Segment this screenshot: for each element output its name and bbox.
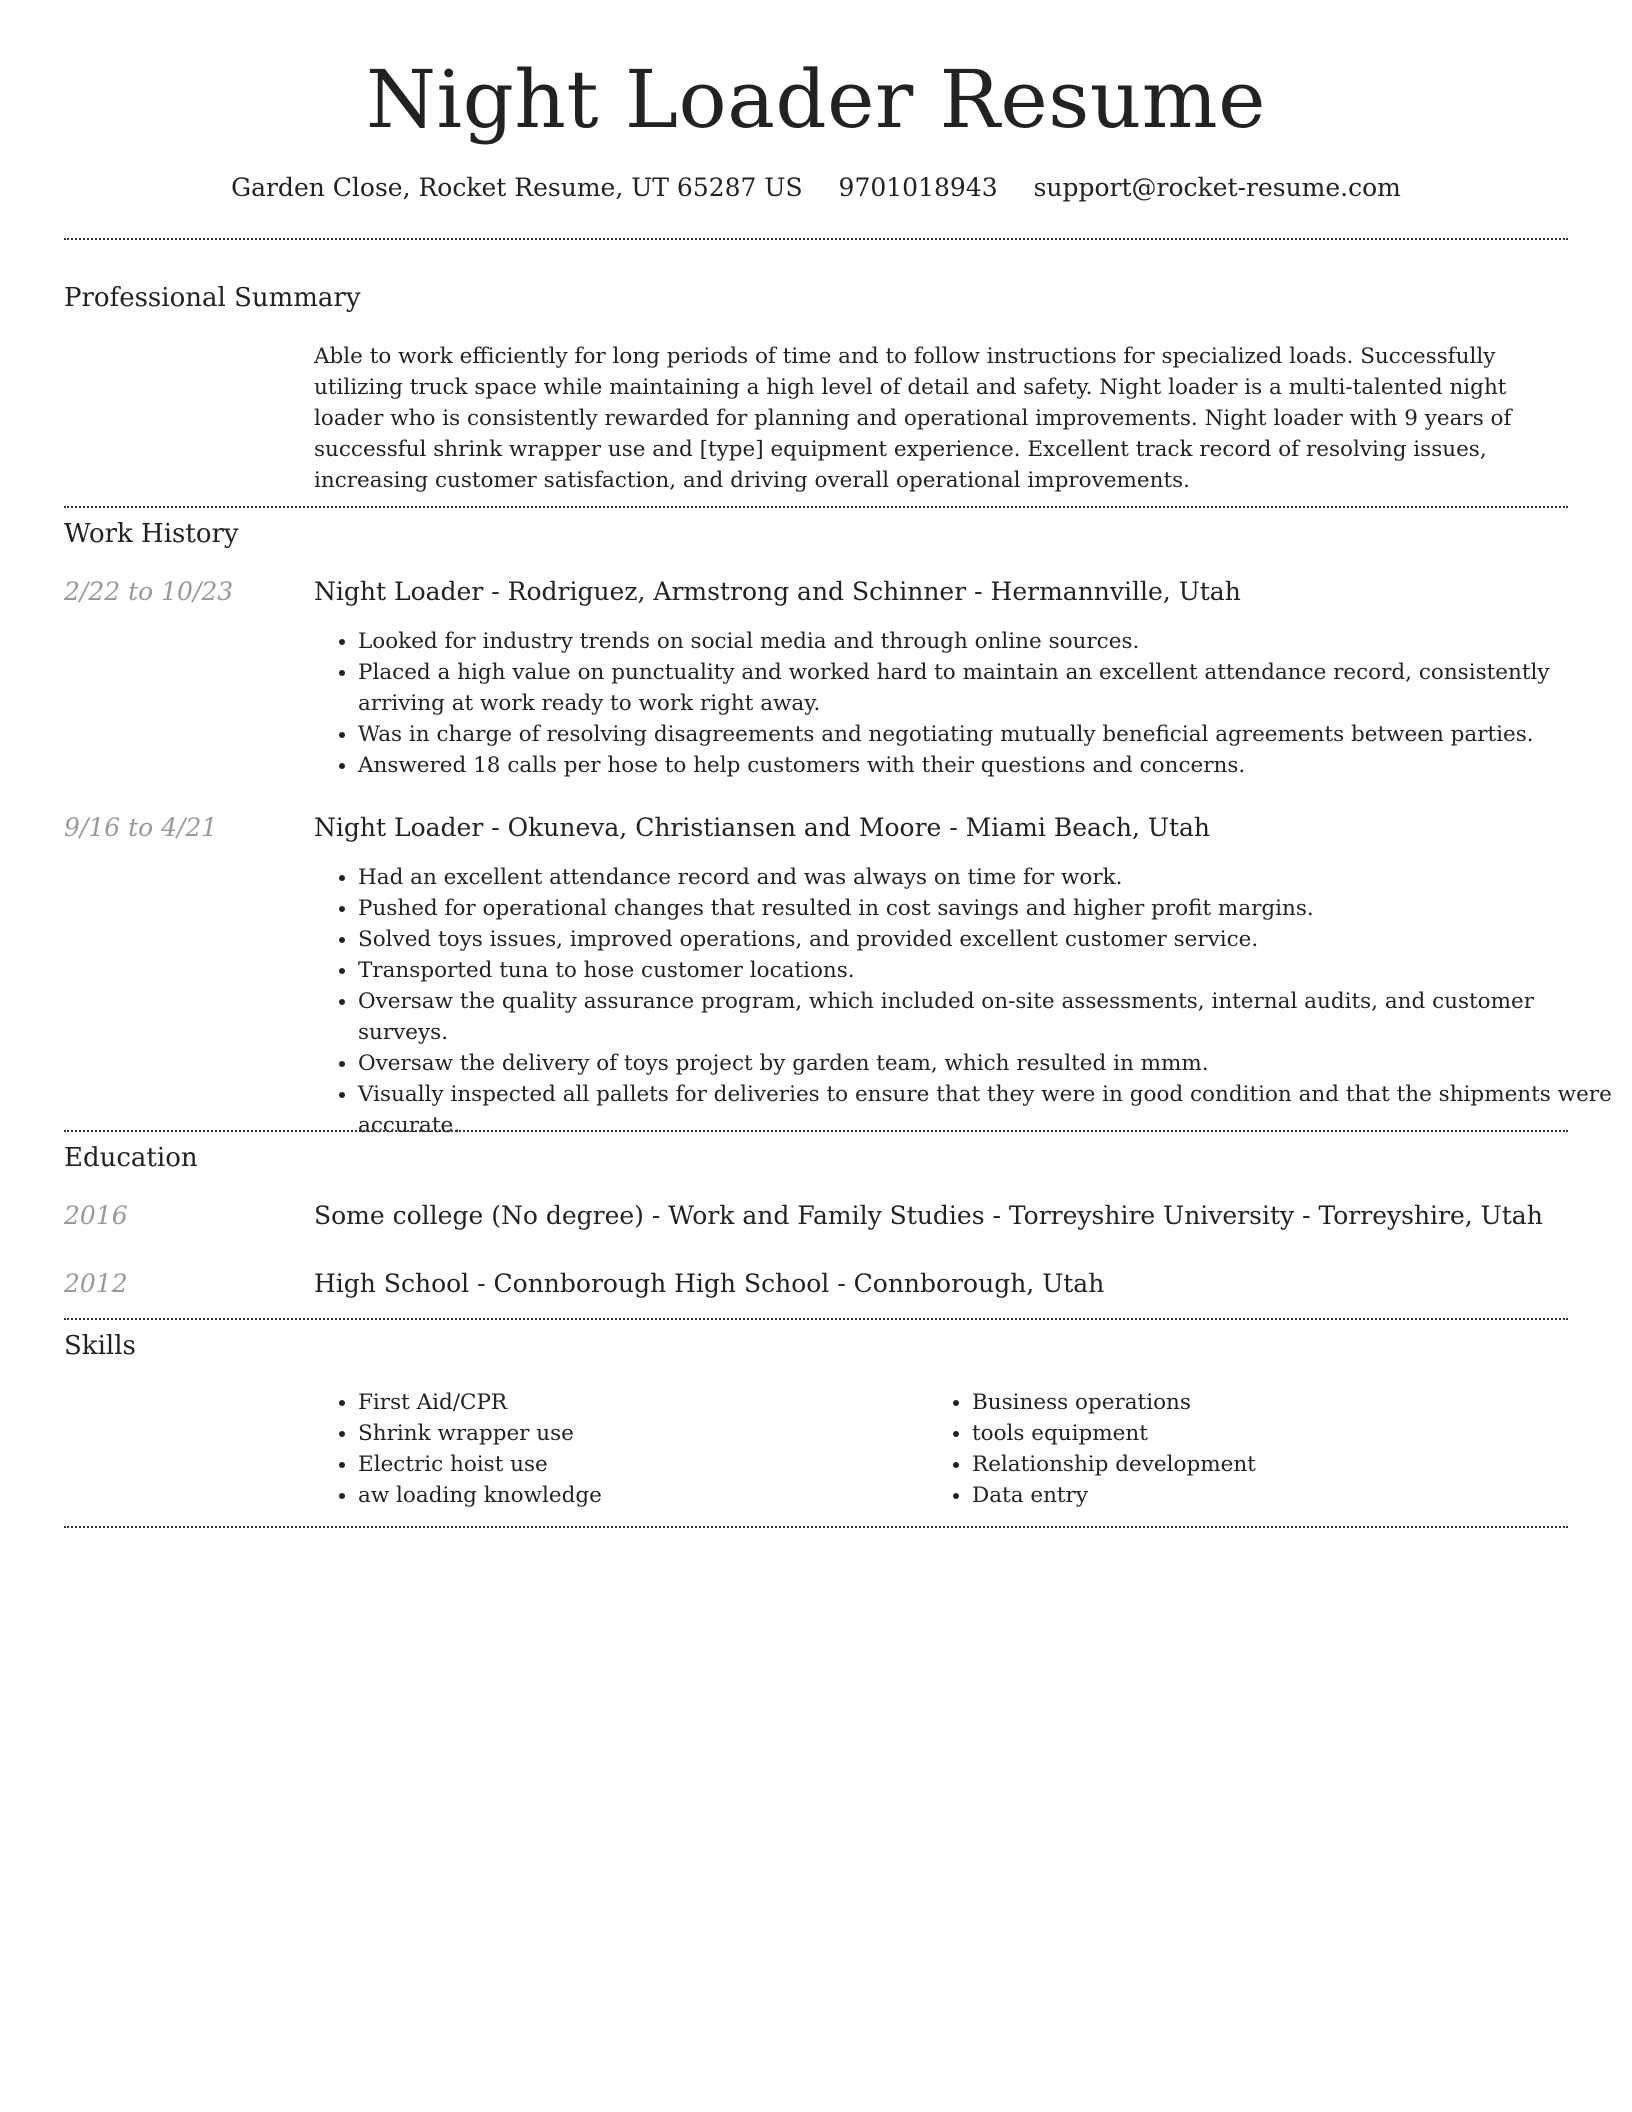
divider	[64, 238, 1568, 240]
divider	[64, 1130, 1568, 1132]
job-location: Miami Beach, Utah	[965, 813, 1211, 842]
job-header	[314, 573, 1241, 611]
divider	[64, 506, 1568, 508]
education-year: 2016	[64, 1201, 128, 1230]
education-entry	[314, 1197, 1543, 1235]
list-item: • Had an excellent attendance record and was always on time for work.	[358, 862, 1614, 893]
education-degree: Some college (No degree)	[314, 1201, 644, 1230]
list-item: • tools equipment	[972, 1418, 1572, 1449]
separator: -	[643, 1201, 669, 1230]
contact-address: Garden Close, Rocket Resume, UT 65287 US	[231, 173, 803, 202]
separator: -	[469, 1269, 494, 1298]
job-bullets	[314, 862, 1614, 1141]
skills-list-right	[928, 1387, 1572, 1511]
list-item: • Electric hoist use	[358, 1449, 918, 1480]
education-degree: High School	[314, 1269, 470, 1298]
contact-line	[0, 168, 1632, 208]
list-item: • Placed a high value on punctuality and worked hard to maintain an excellent attendance record, consistently arriving at work ready to work right away.	[358, 657, 1614, 719]
separator: -	[483, 577, 508, 606]
contact-phone: 9701018943	[838, 173, 998, 202]
section-heading-work: Work History	[64, 519, 239, 549]
section-heading-skills: Skills	[64, 1331, 136, 1361]
list-item: • Transported tuna to hose customer locations.	[358, 955, 1614, 986]
job-company: Rodriguez, Armstrong and Schinner	[507, 577, 967, 606]
list-item: • aw loading knowledge	[358, 1480, 918, 1511]
education-location: Connborough, Utah	[853, 1269, 1105, 1298]
list-item: • Looked for industry trends on social media and through online sources.	[358, 626, 1614, 657]
list-item: • Business operations	[972, 1387, 1572, 1418]
job-header	[314, 809, 1210, 847]
list-item: • Relationship development	[972, 1449, 1572, 1480]
list-item: • Solved toys issues, improved operations, and provided excellent customer service.	[358, 924, 1614, 955]
list-item: • First Aid/CPR	[358, 1387, 918, 1418]
divider	[64, 1526, 1568, 1528]
separator: -	[966, 577, 991, 606]
job-location: Hermannville, Utah	[990, 577, 1241, 606]
contact-email: support@rocket-resume.com	[1033, 173, 1401, 202]
list-item: • Pushed for operational changes that resulted in cost savings and higher profit margins.	[358, 893, 1614, 924]
list-item: • Shrink wrapper use	[358, 1418, 918, 1449]
job-dates: 2/22 to 10/23	[64, 577, 234, 606]
job-title: Night Loader	[314, 577, 484, 606]
separator: -	[984, 1201, 1009, 1230]
list-item: • Visually inspected all pallets for deliveries to ensure that they were in good condition and that the shipments were accurate.	[358, 1079, 1614, 1141]
separator: -	[829, 1269, 854, 1298]
section-heading-summary: Professional Summary	[64, 283, 361, 313]
separator: -	[1294, 1201, 1319, 1230]
resume-title: Night Loader Resume	[366, 53, 1266, 146]
list-item: • Was in charge of resolving disagreements and negotiating mutually beneficial agreements between parties.	[358, 719, 1614, 750]
skills-list-left	[314, 1387, 918, 1511]
separator: -	[941, 813, 966, 842]
divider	[64, 1318, 1568, 1320]
education-year: 2012	[64, 1269, 128, 1298]
list-item: • Data entry	[972, 1480, 1572, 1511]
education-entry	[314, 1265, 1104, 1303]
list-item: • Oversaw the quality assurance program, which included on-site assessments, internal audits, and customer surveys.	[358, 986, 1614, 1048]
summary-text: Able to work efficiently for long periods of time and to follow instructions for specialized loads. Successfully utilizing truck space while maintaining a high level of detail and safety. Night loader is a multi-talented night loader who is consistently rewarded for planning and operational improvements. Night loader with 9 years of successful shrink wrapper use and [type] equipment experience. Excellent track record of resolving issues, increasing customer satisfaction, and driving overall operational improvements.	[314, 344, 1512, 493]
list-item: • Answered 18 calls per hose to help customers with their questions and concerns.	[358, 750, 1614, 781]
job-title: Night Loader	[314, 813, 484, 842]
job-company: Okuneva, Christiansen and Moore	[507, 813, 942, 842]
job-bullets	[314, 626, 1614, 781]
job-dates: 9/16 to 4/21	[64, 813, 218, 842]
education-location: Torreyshire, Utah	[1318, 1201, 1543, 1230]
section-heading-education: Education	[64, 1143, 198, 1173]
education-school: Connborough High School	[493, 1269, 830, 1298]
education-school: Torreyshire University	[1008, 1201, 1295, 1230]
list-item: • Oversaw the delivery of toys project by garden team, which resulted in mmm.	[358, 1048, 1614, 1079]
separator: -	[483, 813, 508, 842]
education-field: Work and Family Studies	[668, 1201, 985, 1230]
